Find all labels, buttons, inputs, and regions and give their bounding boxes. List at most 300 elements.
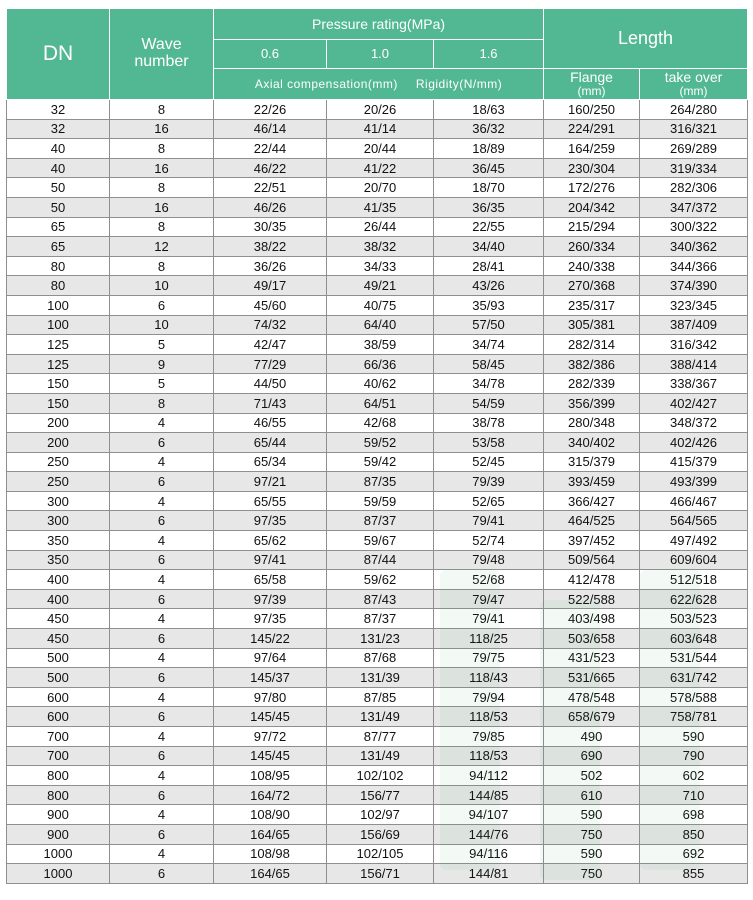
table-row	[7, 727, 748, 747]
cell-axial-0-6: 77/29	[214, 354, 327, 374]
cell-dn: 300	[7, 491, 110, 511]
cell-dn: 250	[7, 472, 110, 492]
cell-axial-1-0: 102/97	[327, 805, 434, 825]
cell-axial-0-6: 145/45	[214, 746, 327, 766]
cell-axial-0-6: 145/45	[214, 707, 327, 727]
cell-wave-number: 6	[110, 824, 214, 844]
cell-dn: 200	[7, 413, 110, 433]
header-dn: DN	[7, 9, 110, 100]
cell-axial-1-6: 79/41	[434, 511, 544, 531]
cell-wave-number: 6	[110, 707, 214, 727]
cell-axial-1-0: 41/22	[327, 158, 434, 178]
cell-wave-number: 8	[110, 393, 214, 413]
cell-axial-1-0: 38/59	[327, 335, 434, 355]
cell-dn: 65	[7, 217, 110, 237]
cell-axial-1-0: 131/23	[327, 629, 434, 649]
cell-flange-length: 204/342	[544, 197, 640, 217]
cell-axial-1-0: 66/36	[327, 354, 434, 374]
cell-axial-0-6: 71/43	[214, 393, 327, 413]
cell-take-over-length: 512/518	[640, 570, 748, 590]
cell-wave-number: 4	[110, 805, 214, 825]
cell-axial-1-6: 38/78	[434, 413, 544, 433]
cell-take-over-length: 497/492	[640, 531, 748, 551]
cell-axial-1-0: 40/62	[327, 374, 434, 394]
table-row	[7, 276, 748, 296]
cell-axial-0-6: 65/44	[214, 433, 327, 453]
cell-axial-1-6: 53/58	[434, 433, 544, 453]
cell-flange-length: 260/334	[544, 237, 640, 257]
cell-axial-1-0: 87/85	[327, 687, 434, 707]
cell-dn: 500	[7, 668, 110, 688]
cell-wave-number: 6	[110, 668, 214, 688]
cell-dn: 700	[7, 727, 110, 747]
cell-dn: 150	[7, 374, 110, 394]
cell-axial-0-6: 22/51	[214, 178, 327, 198]
cell-take-over-length: 503/523	[640, 609, 748, 629]
cell-axial-1-6: 79/41	[434, 609, 544, 629]
cell-flange-length: 382/386	[544, 354, 640, 374]
cell-wave-number: 8	[110, 217, 214, 237]
cell-wave-number: 16	[110, 119, 214, 139]
cell-axial-1-6: 18/63	[434, 100, 544, 120]
cell-flange-length: 340/402	[544, 433, 640, 453]
header-flange	[544, 69, 640, 100]
cell-wave-number: 6	[110, 785, 214, 805]
cell-axial-0-6: 74/32	[214, 315, 327, 335]
cell-take-over-length: 402/427	[640, 393, 748, 413]
cell-axial-0-6: 97/21	[214, 472, 327, 492]
cell-flange-length: 235/317	[544, 295, 640, 315]
cell-take-over-length: 340/362	[640, 237, 748, 257]
header-flange-unit: (mm)	[577, 84, 606, 99]
cell-axial-1-6: 34/74	[434, 335, 544, 355]
cell-axial-1-0: 87/68	[327, 648, 434, 668]
cell-flange-length: 590	[544, 805, 640, 825]
cell-wave-number: 4	[110, 491, 214, 511]
table-row	[7, 374, 748, 394]
cell-axial-1-6: 57/50	[434, 315, 544, 335]
cell-axial-1-0: 26/44	[327, 217, 434, 237]
cell-axial-1-0: 156/77	[327, 785, 434, 805]
cell-wave-number: 5	[110, 335, 214, 355]
cell-flange-length: 503/658	[544, 629, 640, 649]
cell-axial-1-6: 28/41	[434, 256, 544, 276]
cell-axial-1-0: 38/32	[327, 237, 434, 257]
cell-axial-1-6: 36/35	[434, 197, 544, 217]
cell-flange-length: 160/250	[544, 100, 640, 120]
table-row	[7, 707, 748, 727]
cell-take-over-length: 758/781	[640, 707, 748, 727]
header-flange-label: Flange	[570, 69, 613, 86]
cell-take-over-length: 388/414	[640, 354, 748, 374]
cell-axial-1-0: 41/14	[327, 119, 434, 139]
table-row	[7, 413, 748, 433]
cell-wave-number: 16	[110, 197, 214, 217]
cell-dn: 125	[7, 335, 110, 355]
cell-axial-1-0: 87/37	[327, 511, 434, 531]
cell-axial-1-6: 54/59	[434, 393, 544, 413]
cell-axial-0-6: 97/80	[214, 687, 327, 707]
cell-take-over-length: 466/467	[640, 491, 748, 511]
table-row	[7, 766, 748, 786]
cell-flange-length: 282/314	[544, 335, 640, 355]
cell-flange-length: 478/548	[544, 687, 640, 707]
cell-axial-0-6: 44/50	[214, 374, 327, 394]
cell-axial-0-6: 164/65	[214, 864, 327, 884]
cell-wave-number: 6	[110, 746, 214, 766]
table-row	[7, 315, 748, 335]
table-row	[7, 472, 748, 492]
header-take-over	[640, 69, 748, 100]
cell-axial-1-0: 64/51	[327, 393, 434, 413]
cell-flange-length: 215/294	[544, 217, 640, 237]
cell-axial-1-0: 87/35	[327, 472, 434, 492]
cell-flange-length: 490	[544, 727, 640, 747]
header-pressure-1-6: 1.6	[434, 40, 544, 69]
cell-take-over-length: 282/306	[640, 178, 748, 198]
cell-flange-length: 164/259	[544, 139, 640, 159]
cell-axial-0-6: 97/39	[214, 589, 327, 609]
header-wave-line1: Wave	[141, 36, 182, 54]
cell-flange-length: 502	[544, 766, 640, 786]
cell-axial-1-0: 131/49	[327, 746, 434, 766]
cell-wave-number: 10	[110, 315, 214, 335]
table-row	[7, 237, 748, 257]
cell-axial-1-0: 59/52	[327, 433, 434, 453]
cell-wave-number: 4	[110, 844, 214, 864]
cell-take-over-length: 603/648	[640, 629, 748, 649]
cell-axial-1-6: 18/89	[434, 139, 544, 159]
cell-axial-0-6: 108/90	[214, 805, 327, 825]
cell-axial-1-0: 40/75	[327, 295, 434, 315]
table-row	[7, 335, 748, 355]
cell-axial-0-6: 97/35	[214, 609, 327, 629]
cell-dn: 65	[7, 237, 110, 257]
cell-take-over-length: 493/399	[640, 472, 748, 492]
table-row	[7, 217, 748, 237]
cell-dn: 500	[7, 648, 110, 668]
cell-flange-length: 315/379	[544, 452, 640, 472]
cell-dn: 1000	[7, 844, 110, 864]
cell-axial-1-6: 52/45	[434, 452, 544, 472]
cell-dn: 400	[7, 589, 110, 609]
cell-axial-0-6: 38/22	[214, 237, 327, 257]
cell-axial-0-6: 45/60	[214, 295, 327, 315]
cell-axial-1-6: 52/68	[434, 570, 544, 590]
cell-take-over-length: 387/409	[640, 315, 748, 335]
cell-take-over-length: 344/366	[640, 256, 748, 276]
cell-wave-number: 8	[110, 100, 214, 120]
cell-axial-0-6: 97/72	[214, 727, 327, 747]
cell-flange-length: 750	[544, 824, 640, 844]
table-row	[7, 100, 748, 120]
table-row	[7, 491, 748, 511]
cell-wave-number: 9	[110, 354, 214, 374]
cell-axial-1-0: 87/43	[327, 589, 434, 609]
cell-axial-0-6: 97/64	[214, 648, 327, 668]
cell-axial-1-0: 87/44	[327, 550, 434, 570]
cell-take-over-length: 850	[640, 824, 748, 844]
cell-flange-length: 366/427	[544, 491, 640, 511]
cell-wave-number: 8	[110, 256, 214, 276]
cell-axial-0-6: 108/98	[214, 844, 327, 864]
cell-axial-1-0: 156/69	[327, 824, 434, 844]
cell-axial-0-6: 65/55	[214, 491, 327, 511]
cell-flange-length: 509/564	[544, 550, 640, 570]
cell-take-over-length: 338/367	[640, 374, 748, 394]
cell-dn: 300	[7, 511, 110, 531]
cell-axial-0-6: 46/55	[214, 413, 327, 433]
cell-axial-1-0: 87/77	[327, 727, 434, 747]
cell-axial-1-6: 79/48	[434, 550, 544, 570]
cell-wave-number: 4	[110, 609, 214, 629]
cell-take-over-length: 319/334	[640, 158, 748, 178]
table-row	[7, 452, 748, 472]
cell-dn: 80	[7, 276, 110, 296]
header-axial-compensation: Axial compensation(mm)	[254, 76, 398, 91]
cell-axial-1-6: 144/81	[434, 864, 544, 884]
cell-axial-1-0: 131/49	[327, 707, 434, 727]
cell-take-over-length: 609/604	[640, 550, 748, 570]
cell-axial-0-6: 65/62	[214, 531, 327, 551]
cell-wave-number: 10	[110, 276, 214, 296]
header-pressure-1-0: 1.0	[327, 40, 434, 69]
cell-take-over-length: 710	[640, 785, 748, 805]
table-row	[7, 511, 748, 531]
table-row	[7, 648, 748, 668]
cell-axial-0-6: 164/65	[214, 824, 327, 844]
cell-axial-1-6: 79/39	[434, 472, 544, 492]
cell-axial-1-6: 79/75	[434, 648, 544, 668]
cell-axial-1-0: 42/68	[327, 413, 434, 433]
header-length: Length	[544, 9, 748, 69]
cell-wave-number: 6	[110, 864, 214, 884]
cell-axial-1-0: 59/67	[327, 531, 434, 551]
cell-axial-0-6: 65/58	[214, 570, 327, 590]
cell-take-over-length: 578/588	[640, 687, 748, 707]
cell-axial-1-6: 18/70	[434, 178, 544, 198]
table-row	[7, 687, 748, 707]
cell-wave-number: 6	[110, 295, 214, 315]
cell-take-over-length: 264/280	[640, 100, 748, 120]
table-row	[7, 609, 748, 629]
cell-dn: 80	[7, 256, 110, 276]
cell-axial-1-0: 41/35	[327, 197, 434, 217]
cell-take-over-length: 374/390	[640, 276, 748, 296]
cell-axial-0-6: 164/72	[214, 785, 327, 805]
cell-flange-length: 464/525	[544, 511, 640, 531]
table-row	[7, 746, 748, 766]
spec-table-container	[6, 8, 747, 884]
cell-wave-number: 6	[110, 629, 214, 649]
cell-dn: 125	[7, 354, 110, 374]
cell-axial-1-6: 36/32	[434, 119, 544, 139]
cell-axial-1-0: 59/59	[327, 491, 434, 511]
cell-flange-length: 531/665	[544, 668, 640, 688]
table-row	[7, 629, 748, 649]
cell-take-over-length: 531/544	[640, 648, 748, 668]
cell-take-over-length: 316/342	[640, 335, 748, 355]
cell-axial-0-6: 46/26	[214, 197, 327, 217]
cell-axial-1-6: 118/25	[434, 629, 544, 649]
cell-axial-1-6: 58/45	[434, 354, 544, 374]
header-rigidity: Rigidity(N/mm)	[415, 76, 503, 91]
cell-axial-1-0: 49/21	[327, 276, 434, 296]
table-row	[7, 824, 748, 844]
header-axial-rigidity	[214, 69, 544, 100]
cell-axial-1-6: 79/85	[434, 727, 544, 747]
cell-axial-1-6: 144/85	[434, 785, 544, 805]
table-row	[7, 864, 748, 884]
table-row	[7, 550, 748, 570]
cell-wave-number: 5	[110, 374, 214, 394]
cell-axial-1-6: 52/74	[434, 531, 544, 551]
cell-dn: 700	[7, 746, 110, 766]
cell-axial-1-6: 118/53	[434, 707, 544, 727]
cell-axial-1-6: 94/107	[434, 805, 544, 825]
cell-axial-1-6: 79/47	[434, 589, 544, 609]
header-take-over-label: take over	[664, 69, 723, 86]
cell-axial-1-0: 156/71	[327, 864, 434, 884]
cell-take-over-length: 269/289	[640, 139, 748, 159]
cell-dn: 150	[7, 393, 110, 413]
cell-wave-number: 8	[110, 178, 214, 198]
cell-dn: 350	[7, 531, 110, 551]
cell-axial-0-6: 30/35	[214, 217, 327, 237]
expansion-joint-spec-table	[6, 8, 748, 884]
header-wave-number	[110, 9, 214, 100]
cell-flange-length: 270/368	[544, 276, 640, 296]
cell-axial-0-6: 108/95	[214, 766, 327, 786]
cell-axial-1-6: 94/116	[434, 844, 544, 864]
cell-take-over-length: 347/372	[640, 197, 748, 217]
table-row	[7, 256, 748, 276]
cell-dn: 600	[7, 707, 110, 727]
cell-wave-number: 16	[110, 158, 214, 178]
cell-take-over-length: 602	[640, 766, 748, 786]
cell-take-over-length: 692	[640, 844, 748, 864]
table-row	[7, 295, 748, 315]
cell-dn: 450	[7, 609, 110, 629]
header-pressure-rating: Pressure rating(MPa)	[214, 9, 544, 40]
cell-axial-1-6: 34/78	[434, 374, 544, 394]
cell-axial-1-6: 36/45	[434, 158, 544, 178]
table-row	[7, 354, 748, 374]
cell-dn: 600	[7, 687, 110, 707]
cell-flange-length: 397/452	[544, 531, 640, 551]
cell-take-over-length: 348/372	[640, 413, 748, 433]
cell-dn: 900	[7, 805, 110, 825]
cell-axial-0-6: 145/22	[214, 629, 327, 649]
cell-flange-length: 412/478	[544, 570, 640, 590]
cell-dn: 40	[7, 158, 110, 178]
cell-dn: 800	[7, 785, 110, 805]
cell-dn: 250	[7, 452, 110, 472]
cell-axial-1-6: 34/40	[434, 237, 544, 257]
cell-take-over-length: 855	[640, 864, 748, 884]
cell-axial-1-0: 34/33	[327, 256, 434, 276]
cell-flange-length: 750	[544, 864, 640, 884]
cell-axial-0-6: 22/44	[214, 139, 327, 159]
cell-axial-1-0: 59/62	[327, 570, 434, 590]
cell-take-over-length: 698	[640, 805, 748, 825]
table-row	[7, 178, 748, 198]
table-row	[7, 589, 748, 609]
cell-flange-length: 610	[544, 785, 640, 805]
cell-axial-1-0: 131/39	[327, 668, 434, 688]
cell-flange-length: 590	[544, 844, 640, 864]
cell-axial-0-6: 46/22	[214, 158, 327, 178]
table-row	[7, 805, 748, 825]
table-row	[7, 139, 748, 159]
cell-take-over-length: 790	[640, 746, 748, 766]
cell-flange-length: 224/291	[544, 119, 640, 139]
table-row	[7, 668, 748, 688]
cell-take-over-length: 622/628	[640, 589, 748, 609]
cell-wave-number: 4	[110, 570, 214, 590]
cell-flange-length: 658/679	[544, 707, 640, 727]
cell-axial-1-6: 43/26	[434, 276, 544, 296]
cell-wave-number: 4	[110, 452, 214, 472]
cell-axial-1-6: 79/94	[434, 687, 544, 707]
cell-axial-0-6: 65/34	[214, 452, 327, 472]
table-row	[7, 844, 748, 864]
cell-dn: 32	[7, 100, 110, 120]
cell-axial-1-6: 35/93	[434, 295, 544, 315]
cell-dn: 100	[7, 315, 110, 335]
cell-axial-1-0: 102/105	[327, 844, 434, 864]
cell-take-over-length: 590	[640, 727, 748, 747]
table-row	[7, 158, 748, 178]
cell-axial-1-0: 20/44	[327, 139, 434, 159]
cell-wave-number: 8	[110, 139, 214, 159]
cell-dn: 800	[7, 766, 110, 786]
cell-take-over-length: 415/379	[640, 452, 748, 472]
cell-flange-length: 240/338	[544, 256, 640, 276]
cell-axial-1-0: 20/26	[327, 100, 434, 120]
cell-take-over-length: 300/322	[640, 217, 748, 237]
cell-dn: 400	[7, 570, 110, 590]
cell-wave-number: 4	[110, 531, 214, 551]
cell-wave-number: 4	[110, 766, 214, 786]
cell-take-over-length: 323/345	[640, 295, 748, 315]
cell-flange-length: 403/498	[544, 609, 640, 629]
cell-dn: 200	[7, 433, 110, 453]
cell-axial-0-6: 36/26	[214, 256, 327, 276]
cell-dn: 350	[7, 550, 110, 570]
cell-axial-0-6: 97/41	[214, 550, 327, 570]
cell-take-over-length: 564/565	[640, 511, 748, 531]
table-row	[7, 393, 748, 413]
header-take-over-unit: (mm)	[679, 84, 708, 99]
cell-wave-number: 6	[110, 433, 214, 453]
cell-dn: 50	[7, 197, 110, 217]
cell-axial-1-6: 118/53	[434, 746, 544, 766]
table-body	[7, 100, 748, 884]
table-row	[7, 197, 748, 217]
cell-axial-1-6: 22/55	[434, 217, 544, 237]
cell-flange-length: 172/276	[544, 178, 640, 198]
cell-flange-length: 282/339	[544, 374, 640, 394]
cell-dn: 100	[7, 295, 110, 315]
cell-axial-0-6: 42/47	[214, 335, 327, 355]
cell-take-over-length: 402/426	[640, 433, 748, 453]
cell-axial-1-6: 94/112	[434, 766, 544, 786]
cell-dn: 50	[7, 178, 110, 198]
cell-axial-1-6: 118/43	[434, 668, 544, 688]
table-header	[7, 9, 748, 100]
cell-axial-0-6: 22/26	[214, 100, 327, 120]
